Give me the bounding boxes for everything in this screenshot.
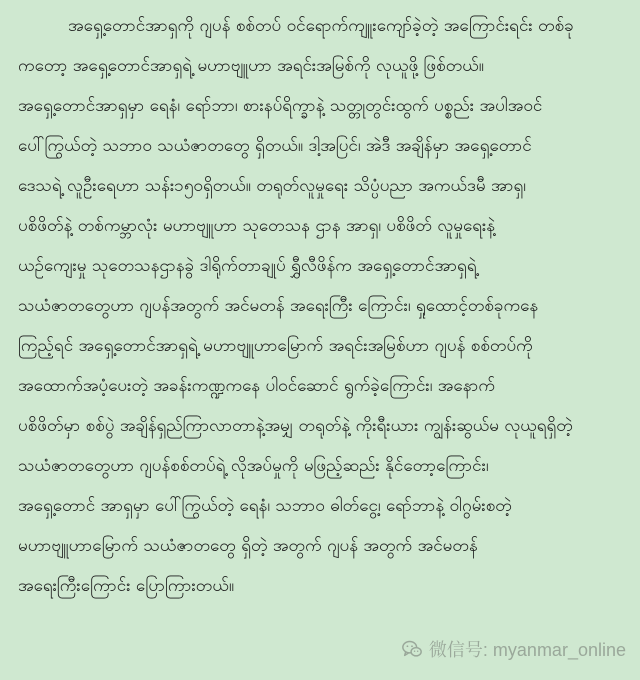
paragraph-line: ကြည့်ရင် အရှေ့တောင်အာရှရဲ့ မဟာဗျူဟာမြောက် အရင်းအမြစ်ဟာ ဂျပန် စစ်တပ်ကို	[18, 336, 533, 356]
wechat-icon	[401, 638, 423, 660]
paragraph-line: မဟာဗျူဟာမြောက် သယံဇာတတွေ ရှိတဲ့ အတွက် ဂျပန် အတွက် အင်မတန်	[18, 536, 478, 556]
paragraph-line: ပစိဖိတ်နဲ့ တစ်ကမ္ဘာလုံး မဟာဗျူဟာ သုတေသန ဌာန အာရှ၊ ပစိဖိတ် လူမှုရေးနဲ့	[18, 216, 496, 236]
paragraph-line: အရေးကြီးကြောင်း ပြောကြားတယ်။	[18, 576, 235, 596]
paragraph-line: အထောက်အပံ့ပေးတဲ့ အခန်းကဏ္ဍကနေ ပါဝင်ဆောင် ရွက်ခဲ့ကြောင်း၊ အနောက်	[18, 376, 496, 396]
paragraph-line: အရှေ့တောင် အာရှမှာ ပေါ်ကြွယ်တဲ့ ရေနံ၊ သဘာဝ ဓါတ်ငွေ့၊ ရော်ဘာနဲ့ ဝါဂွမ်းစတဲ့	[18, 496, 512, 516]
paragraph-line: ပေါ်ကြွယ်တဲ့ သဘာဝ သယံဇာတတွေ ရှိတယ်။ ဒါ့အပြင်၊ အဲဒီ အချိန်မှာ အရှေ့တောင်	[18, 136, 532, 156]
paragraph-line: ယဉ်ကျေးမှု သုတေသနဌာနခွဲ ဒါရိုက်တာချုပ် ရွှီလီဖိန်က အရှေ့တောင်အာရှရဲ့	[18, 256, 477, 276]
watermark-text: 微信号: myanmar_online	[428, 640, 626, 660]
paragraph-line: သယံဇာတတွေဟာ ဂျပန်စစ်တပ်ရဲ့ လိုအပ်မှုကို မဖြည့်ဆည်း နိုင်တော့ကြောင်း၊	[18, 456, 489, 476]
paragraph-line: အရှေ့တောင်အာရှမှာ ရေနံ၊ ရော်ဘာ၊ စားနပ်ရိက္ခာနဲ့ သတ္တုတွင်းထွက် ပစ္စည်း အပါအဝင်	[18, 96, 543, 116]
paragraph-line: အရှေ့တောင်အာရှကို ဂျပန် စစ်တပ် ဝင်ရောက်ကျူးကျော်ခဲ့တဲ့ အကြောင်းရင်း တစ်ခု	[68, 16, 574, 36]
paragraph-line: ပစိဖိတ်မှာ စစ်ပွဲ အချိန်ရှည်ကြာလာတာနဲ့အမျှ တရုတ်နဲ့ ကိုးရီးယား ကျွန်းဆွယ်မ လုယူရရှိတဲ့	[18, 416, 573, 436]
paragraph-line: ကတော့ အရှေ့တောင်အာရှရဲ့ မဟာဗျူဟာ အရင်းအမြစ်ကို လုယူဖို့ ဖြစ်တယ်။	[18, 56, 484, 76]
paragraph-line: ဒေသရဲ့ လူဦးရေဟာ သန်း၁၅၀ရှိတယ်။ တရုတ်လူမှုရေး သိပ္ပံပညာ အကယ်ဒမီ အာရှ၊	[18, 176, 526, 196]
paragraph-line: သယံဇာတတွေဟာ ဂျပန်အတွက် အင်မတန် အရေးကြီး ကြောင်း၊ ရှုထောင့်တစ်ခုကနေ	[18, 296, 539, 316]
wechat-watermark	[401, 636, 626, 662]
